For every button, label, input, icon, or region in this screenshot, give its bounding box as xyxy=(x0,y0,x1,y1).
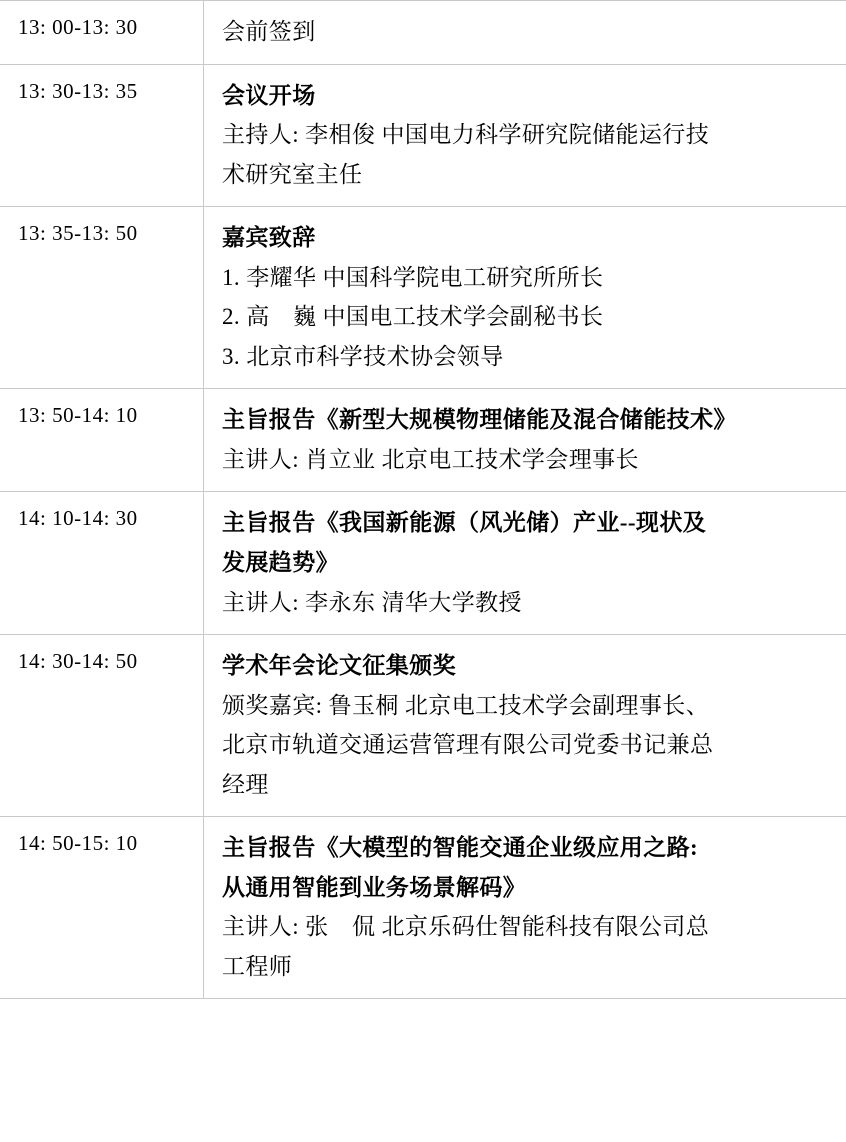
agenda-content-cell xyxy=(204,635,846,817)
agenda-item-title: 会议开场 xyxy=(222,82,316,108)
agenda-time-cell: 14: 50-15: 10 xyxy=(0,817,204,999)
agenda-item-detail: 2. 高 巍 中国电工技术学会副秘书长 xyxy=(222,304,604,330)
agenda-item-detail: 颁奖嘉宾: 鲁玉桐 北京电工技术学会副理事长、 xyxy=(222,692,710,718)
agenda-item-detail: 北京市轨道交通运营管理有限公司党委书记兼总 xyxy=(222,732,714,758)
agenda-item-detail: 3. 北京市科学技术协会领导 xyxy=(222,343,504,369)
table-row xyxy=(0,492,846,635)
agenda-content-cell xyxy=(204,817,846,999)
agenda-item-detail: 术研究室主任 xyxy=(222,161,363,187)
agenda-item-detail: 主持人: 李相俊 中国电力科学研究院储能运行技 xyxy=(222,122,710,148)
agenda-time-cell: 14: 10-14: 30 xyxy=(0,492,204,635)
agenda-time-cell: 13: 00-13: 30 xyxy=(0,1,204,65)
table-row xyxy=(0,207,846,389)
agenda-content-cell xyxy=(204,1,846,65)
agenda-item-detail: 主讲人: 肖立业 北京电工技术学会理事长 xyxy=(222,446,639,472)
agenda-time-cell: 13: 30-13: 35 xyxy=(0,64,204,207)
table-row xyxy=(0,64,846,207)
table-row xyxy=(0,389,846,492)
agenda-item-title: 主旨报告《我国新能源（风光储）产业--现状及 xyxy=(222,510,707,536)
agenda-item-detail: 1. 李耀华 中国科学院电工研究所所长 xyxy=(222,264,604,290)
agenda-content-cell xyxy=(204,64,846,207)
agenda-table-body xyxy=(0,1,846,999)
agenda-item-detail: 会前签到 xyxy=(222,19,316,44)
agenda-item-detail: 经理 xyxy=(222,771,269,797)
agenda-item-detail: 主讲人: 李永东 清华大学教授 xyxy=(222,589,522,615)
table-row xyxy=(0,817,846,999)
agenda-time-cell: 13: 50-14: 10 xyxy=(0,389,204,492)
agenda-content-cell xyxy=(204,389,846,492)
agenda-item-title: 从通用智能到业务场景解码》 xyxy=(222,874,527,900)
agenda-item-title: 嘉宾致辞 xyxy=(222,225,316,251)
agenda-item-detail: 工程师 xyxy=(222,953,293,979)
agenda-time-cell: 13: 35-13: 50 xyxy=(0,207,204,389)
agenda-item-title: 学术年会论文征集颁奖 xyxy=(222,653,456,679)
agenda-content-cell xyxy=(204,207,846,389)
agenda-item-title: 发展趋势》 xyxy=(222,550,339,576)
agenda-content-cell xyxy=(204,492,846,635)
agenda-item-detail: 主讲人: 张 侃 北京乐码仕智能科技有限公司总 xyxy=(222,914,710,940)
agenda-time-cell: 14: 30-14: 50 xyxy=(0,635,204,817)
table-row xyxy=(0,635,846,817)
table-row xyxy=(0,1,846,65)
agenda-item-title: 主旨报告《大模型的智能交通企业级应用之路: xyxy=(222,835,699,861)
agenda-item-title: 主旨报告《新型大规模物理储能及混合储能技术》 xyxy=(222,407,737,433)
